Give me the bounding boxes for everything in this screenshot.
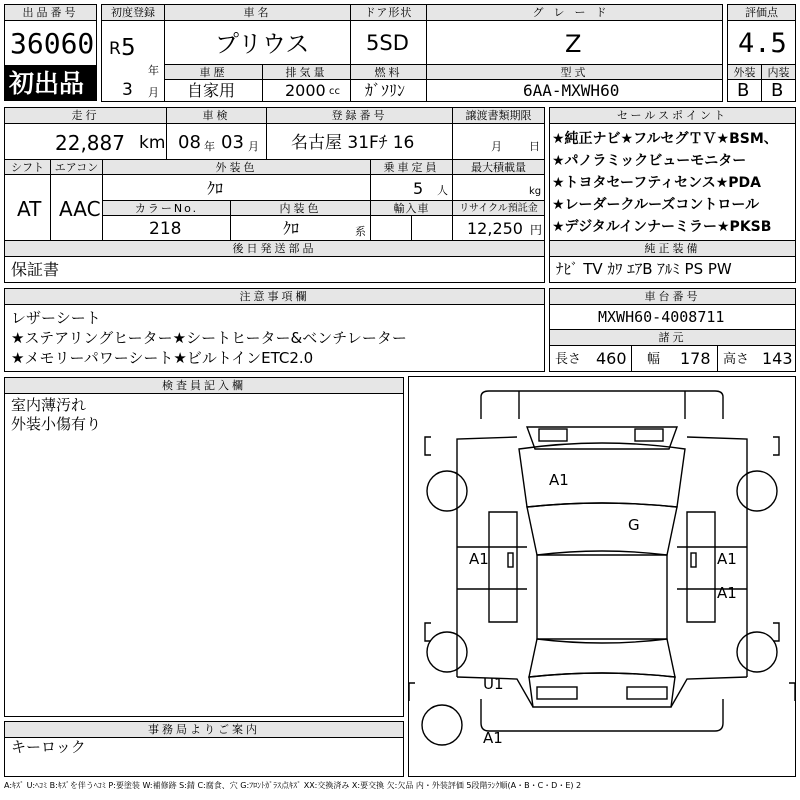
displacement-unit: cc xyxy=(329,86,340,97)
inspector-label: 検査員記入欄 xyxy=(4,377,404,394)
int-color: ｸﾛ xyxy=(283,219,300,238)
rear-window xyxy=(529,639,675,677)
color: ｸﾛ xyxy=(207,179,224,198)
grade: Z xyxy=(565,30,582,58)
reg-year: 5 xyxy=(121,35,136,61)
sales-point-item: ★純正ナビ★フルセグＴＶ★BSM、 xyxy=(552,131,778,147)
history-label: 車歴 xyxy=(164,64,263,80)
month-unit: 月 xyxy=(148,86,159,99)
headlight-left xyxy=(539,429,567,441)
mirror-brackets xyxy=(425,437,779,455)
height: 143 xyxy=(762,349,793,368)
int-grade: B xyxy=(771,80,784,101)
inspection-year-unit: 年 xyxy=(204,140,215,153)
inspection-month: 03 xyxy=(221,132,244,153)
note-line: ★メモリーパワーシート★ビルトインETC2.0 xyxy=(11,349,314,367)
equipment-cell xyxy=(549,256,796,283)
lot-number-label: 出品番号 xyxy=(4,4,97,21)
color-label: 外装色 xyxy=(102,159,371,175)
color-cell xyxy=(102,174,371,201)
door-handle xyxy=(691,553,696,567)
tire-rear-left xyxy=(427,632,467,672)
history-cell xyxy=(164,79,263,102)
inspection-month-unit: 月 xyxy=(248,140,259,153)
ac-label: エアコン xyxy=(50,159,103,175)
later-parts-label: 後日発送部品 xyxy=(4,240,545,257)
chassis-number: MXWH60-4008711 xyxy=(598,308,725,326)
grade-label: グレード xyxy=(426,4,723,21)
car-diagram xyxy=(409,377,795,776)
load-label: 最大積載量 xyxy=(452,159,545,175)
model-cell xyxy=(426,79,723,102)
ac-cell xyxy=(50,174,103,241)
capacity-unit: 人 xyxy=(437,184,448,197)
ext-grade-cell xyxy=(727,79,762,102)
displacement-label: 排気量 xyxy=(262,64,351,80)
sales-point-item: ★トヨタセーフティセンス★PDA xyxy=(552,175,762,191)
sales-point-item: ★パノラミックビューモニター xyxy=(552,153,747,169)
notes-label: 注意事項欄 xyxy=(4,288,545,305)
fuel: ｶﾞｿﾘﾝ xyxy=(365,81,406,100)
inspection-cell xyxy=(166,123,267,160)
later-parts-cell xyxy=(4,256,545,283)
width-label: 幅 xyxy=(647,352,661,367)
mileage: 22,887 xyxy=(55,131,125,155)
fuel-label: 燃料 xyxy=(350,64,427,80)
office-box xyxy=(4,737,404,777)
color-no-cell xyxy=(102,215,231,241)
int-color-label: 内装色 xyxy=(230,200,371,216)
legend-footer: A:ｷｽﾞ U:ﾍｺﾐ B:ｷｽﾞを伴うﾍｺﾐ P:要塗装 W:補修跡 S:錆 C:腐食、穴 G:ﾌﾛﾝﾄｶﾞﾗｽ点ｷｽﾞ XX:交換済み X:要交換 欠:欠品 内・外装評価 5段階ﾗﾝｸ順(A・B・C・D・E) 2 xyxy=(4,781,582,790)
dims-label: 諸元 xyxy=(549,329,796,346)
chassis-cell xyxy=(549,304,796,330)
trunk xyxy=(529,673,675,707)
inspection-year: 08 xyxy=(178,132,201,153)
damage-mark: A1 xyxy=(483,729,503,747)
width-cell xyxy=(631,345,718,372)
reg-number-label: 登録番号 xyxy=(266,107,453,124)
sales-points-label: セールスポイント xyxy=(549,107,796,124)
front-bumper-outline xyxy=(481,391,723,419)
transfer-cell xyxy=(452,123,545,160)
import-cell-b xyxy=(411,215,453,241)
shift-label: シフト xyxy=(4,159,51,175)
door-seams xyxy=(457,547,747,589)
damage-mark: A1 xyxy=(717,584,737,602)
tail-light-right xyxy=(627,687,667,699)
model-label: 型式 xyxy=(426,64,723,80)
capacity: 5 xyxy=(413,179,424,198)
mileage-unit: km xyxy=(139,133,166,153)
roof xyxy=(537,555,667,639)
color-no-label: カラーNo. xyxy=(102,200,231,216)
first-reg-cell xyxy=(101,20,165,102)
reg-number: 名古屋 31Fﾁ 16 xyxy=(291,133,415,153)
shift-cell xyxy=(4,174,51,241)
grade-cell xyxy=(426,20,723,65)
transfer-label: 譲渡書類期限 xyxy=(452,107,545,124)
height-cell xyxy=(717,345,796,372)
side-outline xyxy=(457,489,747,677)
import-cell-a xyxy=(370,215,412,241)
lot-number: 36060 xyxy=(10,27,95,60)
ext-grade: B xyxy=(737,80,750,101)
displacement-cell xyxy=(262,79,351,102)
int-grade-cell xyxy=(761,79,796,102)
ac: AAC xyxy=(59,197,101,221)
later-parts: 保証書 xyxy=(11,260,60,279)
damage-mark: U1 xyxy=(483,675,504,693)
transfer-day-unit: 日 xyxy=(529,140,540,153)
height-label: 高さ xyxy=(723,352,750,367)
mileage-cell xyxy=(4,123,167,160)
damage-mark: A1 xyxy=(717,550,737,568)
sales-point-item: ★レーダークルーズコントロール xyxy=(552,197,760,213)
note-line: ★ステアリングヒーター★シートヒーター&ベンチレーター xyxy=(11,329,407,347)
capacity-cell xyxy=(370,174,453,201)
score-label: 評価点 xyxy=(727,4,796,21)
notes-box xyxy=(4,304,545,372)
recycle-cell xyxy=(452,215,545,241)
length: 460 xyxy=(596,349,627,368)
car-name-label: 車名 xyxy=(164,4,351,21)
tire-rear-right xyxy=(737,632,777,672)
mirror-brackets xyxy=(409,683,795,701)
recycle: 12,250 xyxy=(467,219,523,238)
int-color-cell xyxy=(230,215,371,241)
inspector-line: 室内薄汚れ xyxy=(11,396,87,414)
sales-points-box xyxy=(549,123,796,241)
tire-front-right xyxy=(737,471,777,511)
era: R xyxy=(109,39,121,59)
office-label: 事務局よりご案内 xyxy=(4,721,404,738)
rear-bumper-outline xyxy=(481,699,723,731)
width: 178 xyxy=(680,349,711,368)
inspector-box xyxy=(4,393,404,717)
color-no: 218 xyxy=(149,219,182,239)
fuel-cell xyxy=(350,79,427,102)
damage-mark: A1 xyxy=(469,550,489,568)
note-line: レザーシート xyxy=(11,309,101,327)
inspection-label: 車検 xyxy=(166,107,267,124)
sales-point-item: ★デジタルインナーミラー★PKSB xyxy=(552,219,772,235)
damage-mark: A1 xyxy=(549,471,569,489)
front-bumper-lines xyxy=(519,391,685,419)
car-name: プリウス xyxy=(215,30,310,58)
int-label: 内装 xyxy=(761,64,796,80)
transfer-month-unit: 月 xyxy=(491,140,502,153)
model: 6AA-MXWH60 xyxy=(523,81,620,100)
int-color-unit: 系 xyxy=(355,225,366,238)
score-cell xyxy=(727,20,796,65)
inspector-line: 外装小傷有り xyxy=(11,415,102,433)
load-unit: kg xyxy=(529,186,542,197)
shift: AT xyxy=(17,197,42,221)
chassis-label: 車台番号 xyxy=(549,288,796,305)
length-cell xyxy=(549,345,632,372)
equipment: ﾅﾋﾞ TV ｶﾜ ｴｱB ｱﾙﾐ PS PW xyxy=(556,260,732,278)
front-fenders xyxy=(457,437,747,489)
reg-number-cell xyxy=(266,123,453,160)
mileage-label: 走行 xyxy=(4,107,167,124)
recycle-unit: 円 xyxy=(530,223,543,237)
ext-label: 外装 xyxy=(727,64,762,80)
first-listing-label: 初出品 xyxy=(9,69,85,98)
capacity-label: 乗車定員 xyxy=(370,159,453,175)
first-reg-label: 初度登録 xyxy=(101,4,165,21)
damage-mark: G xyxy=(628,516,640,534)
headlight-right xyxy=(635,429,663,441)
office-text: キーロック xyxy=(11,738,86,756)
door-cell xyxy=(350,20,427,65)
year-unit: 年 xyxy=(148,64,159,77)
history: 自家用 xyxy=(187,81,236,100)
car-name-cell xyxy=(164,20,351,65)
displacement: 2000 xyxy=(285,81,326,100)
hood xyxy=(519,443,685,507)
equipment-label: 純正装備 xyxy=(549,240,796,257)
length-label: 長さ xyxy=(555,352,582,367)
load-cell xyxy=(452,174,545,201)
lot-number-cell xyxy=(4,20,97,66)
door-handle xyxy=(508,553,513,567)
windshield xyxy=(527,503,677,555)
door-label: ドア形状 xyxy=(350,4,427,21)
door: 5SD xyxy=(366,31,409,55)
import-label: 輸入車 xyxy=(370,200,453,216)
tail-light-left xyxy=(537,687,577,699)
score: 4.5 xyxy=(738,28,787,59)
tire-front-left xyxy=(427,471,467,511)
recycle-label: リサイクル預託金 xyxy=(452,200,545,216)
first-listing-badge xyxy=(4,65,97,101)
spare-tire xyxy=(422,705,462,745)
reg-month: 3 xyxy=(122,80,133,100)
